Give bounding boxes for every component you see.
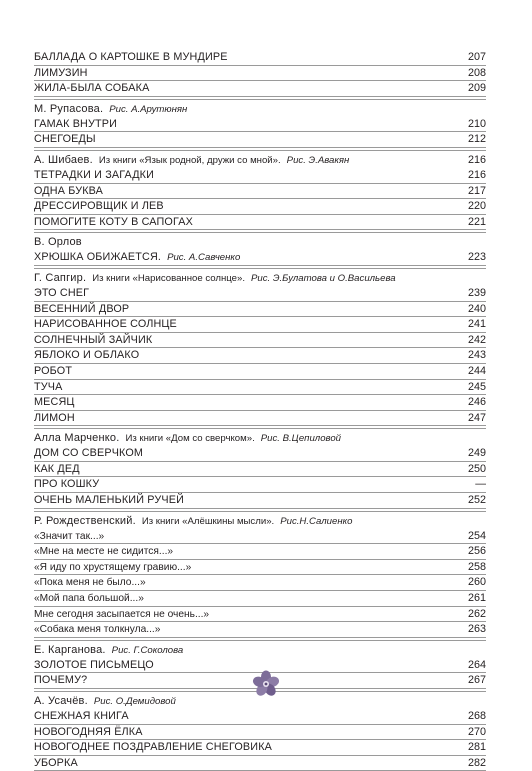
toc-entry[interactable] <box>34 317 486 333</box>
toc-entry[interactable] <box>34 250 486 266</box>
entry-title: ЯБЛОКО И ОБЛАКО <box>34 349 140 362</box>
entry-title: ОДНА БУКВА <box>34 184 104 197</box>
entry-page-number: 263 <box>467 623 486 636</box>
entry-page-number: 260 <box>467 576 486 589</box>
entry-title: ЛИМУЗИН <box>34 66 88 79</box>
illustrator: Рис. Э.Булатова и О.Васильева <box>250 272 396 284</box>
entry-title: СНЕГОЕДЫ <box>34 133 96 146</box>
toc-entry[interactable] <box>34 591 486 607</box>
entry-page-number: 246 <box>467 396 486 409</box>
illustrator: Рис. А.Арутюнян <box>109 103 188 115</box>
author-line <box>34 232 486 250</box>
entry-title: СНЕЖНАЯ КНИГА <box>34 710 129 722</box>
illustrator: Рис. Э.Авакян <box>286 154 350 166</box>
toc-section <box>34 268 486 426</box>
toc-entry[interactable] <box>34 560 486 576</box>
entry-title: КАК ДЕД <box>34 462 80 475</box>
source-book: Из книги «Дом со сверчком». <box>125 433 255 445</box>
toc-entry[interactable] <box>34 575 486 591</box>
author-name: А. Шибаев. <box>34 153 93 166</box>
entry-page-number: 256 <box>467 545 486 558</box>
entry-title: ДОМ СО СВЕРЧКОМ <box>34 447 144 460</box>
author-name: М. Рупасова. <box>34 102 104 115</box>
toc-entry[interactable] <box>34 529 486 545</box>
toc-entry[interactable] <box>34 348 486 364</box>
source-book: Из книги «Язык родной, дружи со мной». <box>98 154 281 166</box>
entry-title: Мне сегодня засыпается не очень...» <box>34 608 210 620</box>
entry-page-number: 210 <box>467 117 486 130</box>
author-name: Алла Марченко. <box>34 432 120 445</box>
entry-page-number: — <box>475 478 486 491</box>
entry-page-number: 209 <box>467 82 486 95</box>
entry-title: НАРИСОВАННОЕ СОЛНЦЕ <box>34 318 177 331</box>
table-of-contents <box>34 50 486 771</box>
toc-section <box>34 99 486 148</box>
toc-entry[interactable] <box>34 395 486 411</box>
toc-entry[interactable] <box>34 302 486 318</box>
toc-entry[interactable] <box>34 446 486 462</box>
toc-entry[interactable] <box>34 622 486 638</box>
toc-entry[interactable] <box>34 493 486 509</box>
entry-title: ЭТО СНЕГ <box>34 286 90 299</box>
entry-page-number: 250 <box>467 462 486 475</box>
toc-entry[interactable] <box>34 477 486 493</box>
toc-section <box>34 691 486 771</box>
author-page-number: 216 <box>467 153 486 166</box>
author-line <box>34 428 486 446</box>
entry-title: МЕСЯЦ <box>34 396 75 409</box>
toc-entry[interactable] <box>34 364 486 380</box>
entry-page-number: 268 <box>467 710 486 722</box>
entry-page-number: 245 <box>467 380 486 393</box>
entry-page-number: 244 <box>467 364 486 377</box>
entry-page-number: 261 <box>467 592 486 605</box>
toc-entry[interactable] <box>34 168 486 184</box>
toc-entry[interactable] <box>34 725 486 741</box>
entry-page-number: 242 <box>467 333 486 346</box>
entry-title: ПОМОГИТЕ КОТУ В САПОГАХ <box>34 215 193 228</box>
illustrator: Рис. О.Демидовой <box>93 696 176 707</box>
source-book: Из книги «Нарисованное солнце». <box>92 272 245 284</box>
entry-title: РОБОТ <box>34 364 73 377</box>
toc-entry[interactable] <box>34 333 486 349</box>
entry-title: ТЕТРАДКИ И ЗАГАДКИ <box>34 168 155 181</box>
entry-title: ГАМАК ВНУТРИ <box>34 117 118 130</box>
author-name: В. Орлов <box>34 236 82 249</box>
entry-page-number: 220 <box>467 200 486 213</box>
entry-page-number: 239 <box>467 286 486 299</box>
entry-title: ЗОЛОТОЕ ПИСЬМЕЦО <box>34 658 154 671</box>
entry-title: ХРЮШКА ОБИЖАЕТСЯ. <box>34 251 162 264</box>
entry-page-number: 223 <box>467 251 486 264</box>
entry-title: «Мне на месте не сидится...» <box>34 546 174 558</box>
toc-entry[interactable] <box>34 117 486 133</box>
entry-page-number: 240 <box>467 302 486 315</box>
flower-icon <box>252 670 280 698</box>
illustrator: Рис. Г.Соколова <box>111 644 184 656</box>
entry-page-number: 247 <box>467 411 486 424</box>
author-name: Е. Карганова. <box>34 643 106 656</box>
toc-section <box>34 50 486 97</box>
toc-entry[interactable] <box>34 411 486 427</box>
entry-title: «Значит так...» <box>34 530 105 542</box>
entry-title: ЛИМОН <box>34 411 75 424</box>
toc-entry[interactable] <box>34 81 486 97</box>
entry-page-number: 207 <box>467 51 486 63</box>
author-name: А. Усачёв. <box>34 695 88 707</box>
entry-page-number: 282 <box>467 756 486 769</box>
toc-section <box>34 232 486 266</box>
entry-page-number: 264 <box>467 658 486 671</box>
entry-title: ОЧЕНЬ МАЛЕНЬКИЙ РУЧЕЙ <box>34 494 184 507</box>
entry-title: ПРО КОШКУ <box>34 478 100 491</box>
toc-entry[interactable] <box>34 544 486 560</box>
entry-page-number: 249 <box>467 447 486 460</box>
author-line <box>34 640 486 658</box>
entry-page-number: 208 <box>467 66 486 79</box>
toc-entry[interactable] <box>34 462 486 478</box>
entry-title: ДРЕССИРОВЩИК И ЛЕВ <box>34 200 164 213</box>
entry-title: ТУЧА <box>34 380 63 393</box>
toc-entry[interactable] <box>34 199 486 215</box>
toc-entry[interactable] <box>34 66 486 82</box>
entry-page-number: 212 <box>467 133 486 146</box>
entry-title: НОВОГОДНЕЕ ПОЗДРАВЛЕНИЕ СНЕГОВИКА <box>34 741 272 754</box>
author-name: Г. Сапгир. <box>34 271 87 284</box>
toc-entry[interactable] <box>34 132 486 148</box>
entry-page-number: 217 <box>467 184 486 197</box>
entry-title: ВЕСЕННИЙ ДВОР <box>34 302 130 315</box>
toc-entry[interactable] <box>34 286 486 302</box>
entry-page-number: 267 <box>467 674 486 687</box>
entry-page-number: 221 <box>467 215 486 228</box>
toc-entry[interactable] <box>34 709 486 725</box>
entry-page-number: 270 <box>467 725 486 738</box>
entry-page-number: 281 <box>467 741 486 754</box>
illustrator: Рис. В.Цепиловой <box>260 433 342 445</box>
entry-title: «Пока меня не было...» <box>34 577 146 589</box>
entry-page-number: 216 <box>467 168 486 181</box>
entry-page-number: 258 <box>467 560 486 573</box>
entry-title: «Мой папа большой...» <box>34 593 144 605</box>
toc-entry[interactable] <box>34 740 486 756</box>
toc-section <box>34 150 486 230</box>
entry-title: «Собака меня толкнула...» <box>34 624 161 636</box>
author-line <box>34 268 486 286</box>
entry-page-number: 252 <box>467 494 486 507</box>
entry-page-number: 254 <box>467 529 486 542</box>
author-line <box>34 511 486 529</box>
entry-title: НОВОГОДНЯЯ ЁЛКА <box>34 725 143 738</box>
entry-title: ПОЧЕМУ? <box>34 674 88 687</box>
toc-entry[interactable] <box>34 756 486 771</box>
entry-title: «Я иду по хрустящему гравию...» <box>34 561 192 573</box>
toc-entry[interactable] <box>34 215 486 231</box>
author-name: Р. Рождественский. <box>34 514 136 527</box>
toc-entry[interactable] <box>34 380 486 396</box>
toc-section <box>34 428 486 508</box>
source-book: Из книги «Алёшкины мысли». <box>141 515 275 527</box>
entry-title: УБОРКА <box>34 756 78 769</box>
toc-entry[interactable] <box>34 50 486 66</box>
toc-entry[interactable] <box>34 184 486 200</box>
entry-page-number: 262 <box>467 607 486 620</box>
entry-title: БАЛЛАДА О КАРТОШКЕ В МУНДИРЕ <box>34 51 228 63</box>
toc-entry[interactable] <box>34 607 486 623</box>
entry-title: ЖИЛА-БЫЛА СОБАКА <box>34 82 150 95</box>
entry-page-number: 243 <box>467 349 486 362</box>
author-line <box>34 150 486 168</box>
toc-section <box>34 511 486 638</box>
entry-illustrator: Рис. А.Савченко <box>167 252 241 264</box>
illustrator: Рис.Н.Салиенко <box>280 515 353 527</box>
entry-page-number: 241 <box>467 318 486 331</box>
entry-title: СОЛНЕЧНЫЙ ЗАЙЧИК <box>34 333 153 346</box>
author-line <box>34 99 486 117</box>
